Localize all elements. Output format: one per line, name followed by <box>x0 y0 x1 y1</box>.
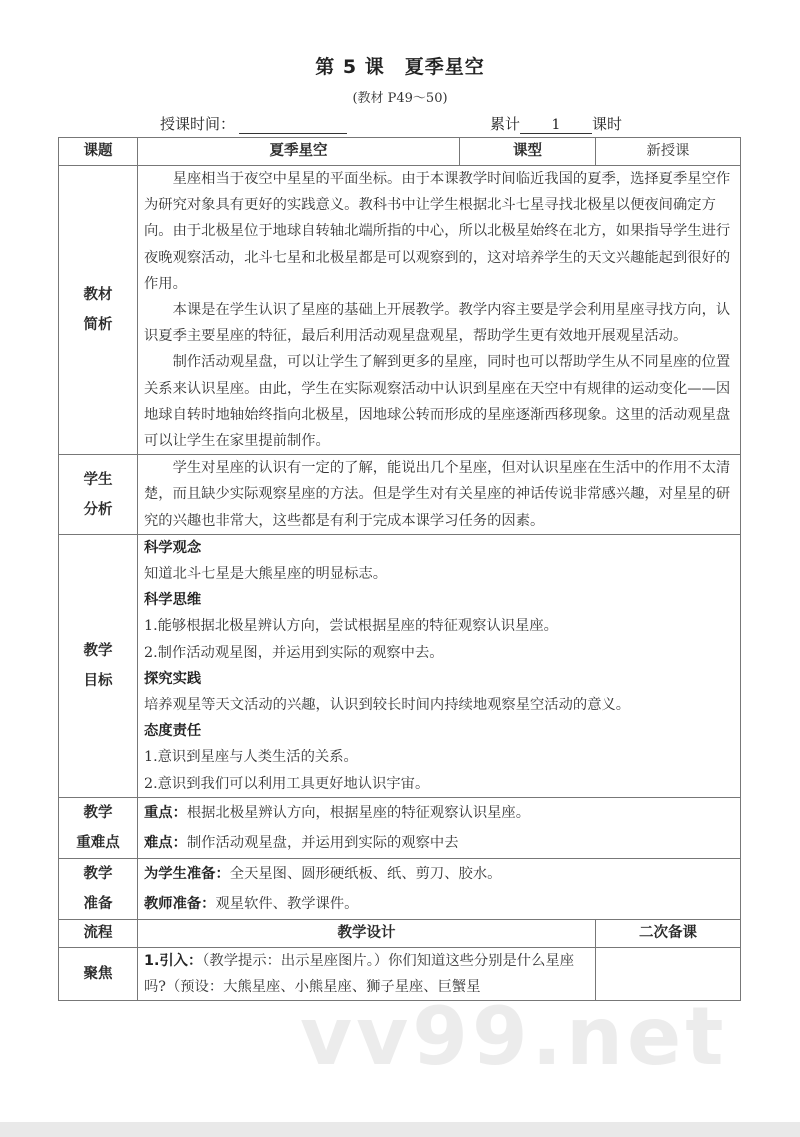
preparation-content <box>138 858 741 919</box>
type-value: 新授课 <box>596 138 741 166</box>
lesson-meta <box>160 113 640 134</box>
goal-line: 1.能够根据北极星辨认方向，尝试根据星座的特征观察认识星座。 <box>144 618 558 635</box>
page-bottom-edge <box>0 1122 800 1137</box>
flow-notes <box>596 947 741 1000</box>
flow-row <box>59 947 741 1000</box>
goal-heading: 科学观念 <box>144 539 202 556</box>
flow-design: 1.引入：（教学提示：出示星座图片。）你们知道这些分别是什么星座吗?（预设：大熊星座、小熊星座、狮子星座、巨蟹星 <box>138 947 596 1000</box>
paragraph: 学生对星座的认识有一定的了解，能说出几个星座，但对认识星座在生活中的作用不太清楚，而且缺少实际观察星座的方法。但是学生对有关星座的神话传说非常感兴趣，对星星的研究的兴趣也非常大，这些都是有利于完成本课学习任务的因素。 <box>144 460 731 529</box>
cumulative-unit: 课时 <box>592 115 623 133</box>
time-label: 授课时间： <box>160 115 236 133</box>
goal-line: 培养观星等天文活动的兴趣，认识到较长时间内持续地观察星空活动的意义。 <box>144 697 631 714</box>
key-points-content <box>138 797 741 858</box>
key-points-label: 教学 重难点 <box>59 797 138 858</box>
paragraph: 星座相当于夜空中星星的平面坐标。由于本课教学时间临近我国的夏季，选择夏季星空作为研究对象具有更好的实践意义。教科书中让学生根据北斗七星寻找北极星以便夜间确定方向。由于北极星位于地球自转轴北端所指的中心，所以北极星始终在北方，如果指导学生进行夜晚观察活动，北斗七星和北极星都是可以观察到的，这对培养学生的天文兴趣能起到很好的作用。 <box>144 171 731 292</box>
topic-label: 课题 <box>59 138 138 166</box>
goal-heading: 探究实践 <box>144 670 202 687</box>
student-analysis-label: 学生 分析 <box>59 455 138 535</box>
type-label: 课型 <box>460 138 596 166</box>
paragraph: 制作活动观星盘，可以让学生了解到更多的星座，同时也可以帮助学生从不同星座的位置关系来认识星座。由此，学生在实际观察活动中认识到星座在天空中有规律的运动变化——因地球自转时地轴始终指向北极星，因地球公转而形成的星座逐渐西移现象。这里的活动观星盘可以让学生在家里提前制作。 <box>144 354 731 450</box>
goal-line: 2.意识到我们可以利用工具更好地认识宇宙。 <box>144 775 430 792</box>
student-prep-line: 为学生准备：全天星图、圆形硬纸板、纸、剪刀、胶水。 <box>144 865 502 882</box>
goal-line: 知道北斗七星是大熊星座的明显标志。 <box>144 566 388 583</box>
time-value-blank <box>239 117 347 134</box>
cumulative-hours <box>490 113 622 134</box>
lesson-plan-table <box>58 137 741 1001</box>
flow-stage: 聚焦 <box>59 947 138 1000</box>
topic-row <box>59 138 741 166</box>
flow-col-notes: 二次备课 <box>596 919 741 947</box>
lesson-title: 第 5 课 夏季星空 <box>315 56 485 78</box>
goal-line: 2.制作活动观星图，并运用到实际的观察中去。 <box>144 644 444 661</box>
student-analysis-row <box>59 455 741 535</box>
textbook-analysis-label: 教材 简析 <box>59 166 138 455</box>
teaching-goals-row <box>59 534 741 797</box>
goal-heading: 态度责任 <box>144 723 202 740</box>
preparation-row <box>59 858 741 919</box>
flow-col-stage: 流程 <box>59 919 138 947</box>
key-points-row <box>59 797 741 858</box>
preparation-label: 教学 准备 <box>59 858 138 919</box>
textbook-analysis-content <box>138 166 741 455</box>
cumulative-label: 累计 <box>490 115 521 133</box>
teaching-goals-content <box>138 534 741 797</box>
student-analysis-content <box>138 455 741 535</box>
teacher-prep-line: 教师准备：观星软件、教学课件。 <box>144 895 359 912</box>
key-point-line: 重点：根据北极星辨认方向，根据星座的特征观察认识星座。 <box>144 804 531 821</box>
lesson-subtitle: (教材 P49～50) <box>352 91 448 106</box>
difficult-point-line: 难点：制作活动观星盘，并运用到实际的观察中去 <box>144 834 459 851</box>
flow-col-design: 教学设计 <box>138 919 596 947</box>
textbook-analysis-row <box>59 166 741 455</box>
paragraph: 本课是在学生认识了星座的基础上开展教学。教学内容主要是学会利用星座寻找方向，认识夏季主要星座的特征，最后利用活动观星盘观星，帮助学生更有效地开展观星活动。 <box>144 302 731 345</box>
flow-header-row <box>59 919 741 947</box>
watermark: vv99.net <box>300 990 728 1083</box>
topic-value: 夏季星空 <box>138 138 460 166</box>
goal-heading: 科学思维 <box>144 592 202 609</box>
cumulative-value: 1 <box>520 117 592 134</box>
teaching-goals-label: 教学 目标 <box>59 534 138 797</box>
goal-line: 1.意识到星座与人类生活的关系。 <box>144 749 358 766</box>
